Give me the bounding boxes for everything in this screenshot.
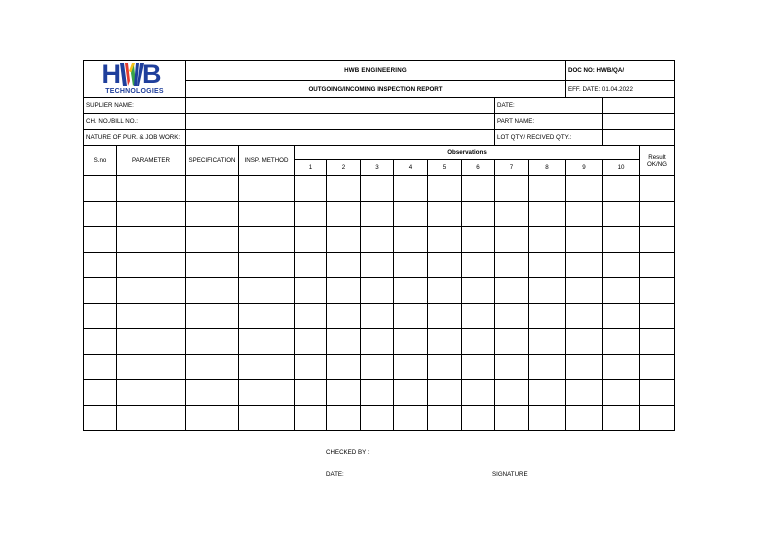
table-cell[interactable] xyxy=(603,354,640,380)
table-cell[interactable] xyxy=(603,201,640,227)
result-header-line2: OK/NG xyxy=(647,160,667,168)
lot-qty-label: LOT QTY/ RECIVED QTY.: xyxy=(495,130,603,146)
table-cell[interactable] xyxy=(566,354,603,380)
nature-of-purchase-label: NATURE OF PUR. & JOB WORK: xyxy=(84,130,186,146)
table-cell[interactable] xyxy=(327,354,361,380)
logo-letters: H B xyxy=(101,60,161,89)
table-cell[interactable] xyxy=(361,380,394,406)
date-label: DATE: xyxy=(495,98,603,114)
table-cell[interactable] xyxy=(295,329,327,355)
table-cell[interactable] xyxy=(566,329,603,355)
table-cell[interactable] xyxy=(186,227,239,253)
table-cell[interactable] xyxy=(495,176,529,202)
table-cell[interactable] xyxy=(239,227,295,253)
table-cell[interactable] xyxy=(428,380,462,406)
table-cell[interactable] xyxy=(186,329,239,355)
signature-label: SIGNATURE xyxy=(492,471,528,478)
table-row xyxy=(84,329,675,355)
table-cell[interactable] xyxy=(529,354,566,380)
table-cell[interactable] xyxy=(394,227,428,253)
table-cell[interactable] xyxy=(428,201,462,227)
observation-number-6: 6 xyxy=(462,160,495,176)
table-cell[interactable] xyxy=(186,303,239,329)
report-form-table xyxy=(83,60,675,431)
table-cell[interactable] xyxy=(603,380,640,406)
table-cell[interactable] xyxy=(566,380,603,406)
checked-by-label: CHECKED BY : xyxy=(326,449,370,456)
table-cell[interactable] xyxy=(84,227,117,253)
table-cell[interactable] xyxy=(428,329,462,355)
table-row xyxy=(84,354,675,380)
table-cell[interactable] xyxy=(327,278,361,304)
table-cell[interactable] xyxy=(327,176,361,202)
table-cell[interactable] xyxy=(462,201,495,227)
table-cell[interactable] xyxy=(394,329,428,355)
table-cell[interactable] xyxy=(361,329,394,355)
result-header xyxy=(640,146,675,176)
observation-number-2: 2 xyxy=(327,160,361,176)
table-cell[interactable] xyxy=(394,303,428,329)
table-cell[interactable] xyxy=(361,354,394,380)
table-cell[interactable] xyxy=(495,252,529,278)
table-cell[interactable] xyxy=(428,278,462,304)
observation-number-10: 10 xyxy=(603,160,640,176)
table-cell[interactable] xyxy=(327,252,361,278)
table-cell[interactable] xyxy=(529,405,566,431)
observation-number-4: 4 xyxy=(394,160,428,176)
table-cell[interactable] xyxy=(640,252,675,278)
table-cell[interactable] xyxy=(239,354,295,380)
table-cell[interactable] xyxy=(186,252,239,278)
table-cell[interactable] xyxy=(117,329,186,355)
table-cell[interactable] xyxy=(462,405,495,431)
table-cell[interactable] xyxy=(566,405,603,431)
table-cell[interactable] xyxy=(529,201,566,227)
table-cell[interactable] xyxy=(529,278,566,304)
part-name-label: PART NAME: xyxy=(495,114,603,130)
table-cell[interactable] xyxy=(640,380,675,406)
table-cell[interactable] xyxy=(603,227,640,253)
observation-number-7: 7 xyxy=(495,160,529,176)
table-cell[interactable] xyxy=(640,405,675,431)
table-cell[interactable] xyxy=(462,329,495,355)
parameter-header: PARAMETER xyxy=(117,146,186,176)
table-cell[interactable] xyxy=(84,201,117,227)
table-cell[interactable] xyxy=(495,227,529,253)
table-cell[interactable] xyxy=(239,380,295,406)
table-row xyxy=(84,252,675,278)
table-cell[interactable] xyxy=(428,354,462,380)
table-row xyxy=(84,227,675,253)
company-logo-cell xyxy=(84,61,186,98)
table-cell[interactable] xyxy=(117,252,186,278)
table-cell[interactable] xyxy=(117,354,186,380)
table-row xyxy=(84,176,675,202)
table-cell[interactable] xyxy=(327,201,361,227)
table-cell[interactable] xyxy=(84,380,117,406)
doc-number: DOC NO: HWB/QA/ xyxy=(566,61,675,81)
table-cell[interactable] xyxy=(117,405,186,431)
table-cell[interactable] xyxy=(428,405,462,431)
table-cell[interactable] xyxy=(327,329,361,355)
table-cell[interactable] xyxy=(495,278,529,304)
table-cell[interactable] xyxy=(186,354,239,380)
table-cell[interactable] xyxy=(529,227,566,253)
table-cell[interactable] xyxy=(495,354,529,380)
table-cell[interactable] xyxy=(495,405,529,431)
table-cell[interactable] xyxy=(495,201,529,227)
table-cell[interactable] xyxy=(295,303,327,329)
logo-w-stripes-icon xyxy=(120,63,144,86)
table-cell[interactable] xyxy=(84,354,117,380)
table-cell[interactable] xyxy=(295,176,327,202)
observation-number-9: 9 xyxy=(566,160,603,176)
table-cell[interactable] xyxy=(566,201,603,227)
table-cell[interactable] xyxy=(462,278,495,304)
table-cell[interactable] xyxy=(84,303,117,329)
inspection-method-header: INSP. METHOD xyxy=(239,146,295,176)
table-cell[interactable] xyxy=(239,329,295,355)
table-cell[interactable] xyxy=(239,405,295,431)
table-cell[interactable] xyxy=(640,227,675,253)
table-cell[interactable] xyxy=(327,405,361,431)
table-cell[interactable] xyxy=(327,303,361,329)
table-cell[interactable] xyxy=(239,303,295,329)
table-row xyxy=(84,303,675,329)
supplier-name-field[interactable] xyxy=(186,98,495,114)
table-cell[interactable] xyxy=(566,227,603,253)
nature-of-purchase-field[interactable] xyxy=(186,130,495,146)
table-cell[interactable] xyxy=(394,176,428,202)
report-title: OUTGOING/INCOMING INSPECTION REPORT xyxy=(186,81,566,98)
table-cell[interactable] xyxy=(394,252,428,278)
table-cell[interactable] xyxy=(529,252,566,278)
table-cell[interactable] xyxy=(603,176,640,202)
table-cell[interactable] xyxy=(495,329,529,355)
table-cell[interactable] xyxy=(495,303,529,329)
table-cell[interactable] xyxy=(640,303,675,329)
challan-bill-label: CH. NO./BILL NO.: xyxy=(84,114,186,130)
table-cell[interactable] xyxy=(640,354,675,380)
table-cell[interactable] xyxy=(239,176,295,202)
table-cell[interactable] xyxy=(566,303,603,329)
table-cell[interactable] xyxy=(640,278,675,304)
challan-bill-field[interactable] xyxy=(186,114,495,130)
table-cell[interactable] xyxy=(566,252,603,278)
table-cell[interactable] xyxy=(186,201,239,227)
table-cell[interactable] xyxy=(394,380,428,406)
observation-number-3: 3 xyxy=(361,160,394,176)
table-cell[interactable] xyxy=(361,278,394,304)
table-cell[interactable] xyxy=(239,278,295,304)
table-cell[interactable] xyxy=(462,303,495,329)
company-logo xyxy=(98,61,172,95)
footer-date-label: DATE: xyxy=(326,471,344,478)
table-cell[interactable] xyxy=(186,278,239,304)
table-cell[interactable] xyxy=(84,176,117,202)
table-cell[interactable] xyxy=(361,176,394,202)
table-cell[interactable] xyxy=(295,278,327,304)
table-cell[interactable] xyxy=(295,405,327,431)
table-cell[interactable] xyxy=(428,227,462,253)
table-cell[interactable] xyxy=(603,405,640,431)
table-cell[interactable] xyxy=(186,405,239,431)
table-cell[interactable] xyxy=(239,252,295,278)
table-cell[interactable] xyxy=(529,380,566,406)
table-cell[interactable] xyxy=(84,252,117,278)
table-cell[interactable] xyxy=(566,176,603,202)
table-cell[interactable] xyxy=(529,303,566,329)
table-cell[interactable] xyxy=(603,303,640,329)
table-cell[interactable] xyxy=(394,278,428,304)
table-cell[interactable] xyxy=(117,227,186,253)
table-cell[interactable] xyxy=(239,201,295,227)
inspection-report-sheet xyxy=(83,60,675,478)
table-cell[interactable] xyxy=(462,252,495,278)
table-cell[interactable] xyxy=(117,278,186,304)
sno-header: S.no xyxy=(84,146,117,176)
table-cell[interactable] xyxy=(640,201,675,227)
table-cell[interactable] xyxy=(117,380,186,406)
table-cell[interactable] xyxy=(117,303,186,329)
part-name-field-extra[interactable] xyxy=(603,114,675,130)
observation-number-1: 1 xyxy=(295,160,327,176)
table-cell[interactable] xyxy=(529,176,566,202)
table-cell[interactable] xyxy=(603,329,640,355)
table-cell[interactable] xyxy=(640,176,675,202)
supplier-name-label: SUPLIER NAME: xyxy=(84,98,186,114)
table-cell[interactable] xyxy=(84,278,117,304)
table-cell[interactable] xyxy=(428,252,462,278)
table-cell[interactable] xyxy=(566,278,603,304)
observations-header: Observations xyxy=(295,146,640,160)
table-cell[interactable] xyxy=(394,405,428,431)
table-cell[interactable] xyxy=(84,405,117,431)
table-row xyxy=(84,201,675,227)
table-cell[interactable] xyxy=(84,329,117,355)
table-cell[interactable] xyxy=(462,176,495,202)
table-cell[interactable] xyxy=(295,252,327,278)
table-cell[interactable] xyxy=(428,176,462,202)
table-cell[interactable] xyxy=(428,303,462,329)
table-cell[interactable] xyxy=(603,278,640,304)
table-cell[interactable] xyxy=(327,227,361,253)
table-cell[interactable] xyxy=(295,380,327,406)
observation-number-8: 8 xyxy=(529,160,566,176)
table-cell[interactable] xyxy=(117,201,186,227)
table-cell[interactable] xyxy=(361,405,394,431)
logo-subtext: TECHNOLOGIES xyxy=(105,88,164,95)
lot-qty-field-extra[interactable] xyxy=(603,130,675,146)
table-cell[interactable] xyxy=(295,201,327,227)
table-row xyxy=(84,278,675,304)
table-cell[interactable] xyxy=(117,176,186,202)
result-header-line1: Result xyxy=(648,153,666,161)
table-cell[interactable] xyxy=(186,176,239,202)
table-cell[interactable] xyxy=(186,380,239,406)
table-cell[interactable] xyxy=(295,227,327,253)
table-cell[interactable] xyxy=(394,354,428,380)
specification-header: SPECIFICATION xyxy=(186,146,239,176)
table-cell[interactable] xyxy=(361,252,394,278)
table-cell[interactable] xyxy=(361,201,394,227)
table-cell[interactable] xyxy=(529,329,566,355)
table-cell[interactable] xyxy=(361,303,394,329)
company-title: HWB ENGINEERING xyxy=(186,61,566,81)
table-cell[interactable] xyxy=(495,380,529,406)
table-cell[interactable] xyxy=(603,252,640,278)
date-field-extra[interactable] xyxy=(603,98,675,114)
table-cell[interactable] xyxy=(394,201,428,227)
observation-number-5: 5 xyxy=(428,160,462,176)
table-row xyxy=(84,380,675,406)
table-cell[interactable] xyxy=(462,380,495,406)
table-cell[interactable] xyxy=(462,227,495,253)
table-cell[interactable] xyxy=(361,227,394,253)
effective-date: EFF. DATE: 01.04.2022 xyxy=(566,81,675,98)
table-row xyxy=(84,405,675,431)
table-cell[interactable] xyxy=(295,354,327,380)
table-cell[interactable] xyxy=(462,354,495,380)
table-cell[interactable] xyxy=(640,329,675,355)
table-cell[interactable] xyxy=(327,380,361,406)
